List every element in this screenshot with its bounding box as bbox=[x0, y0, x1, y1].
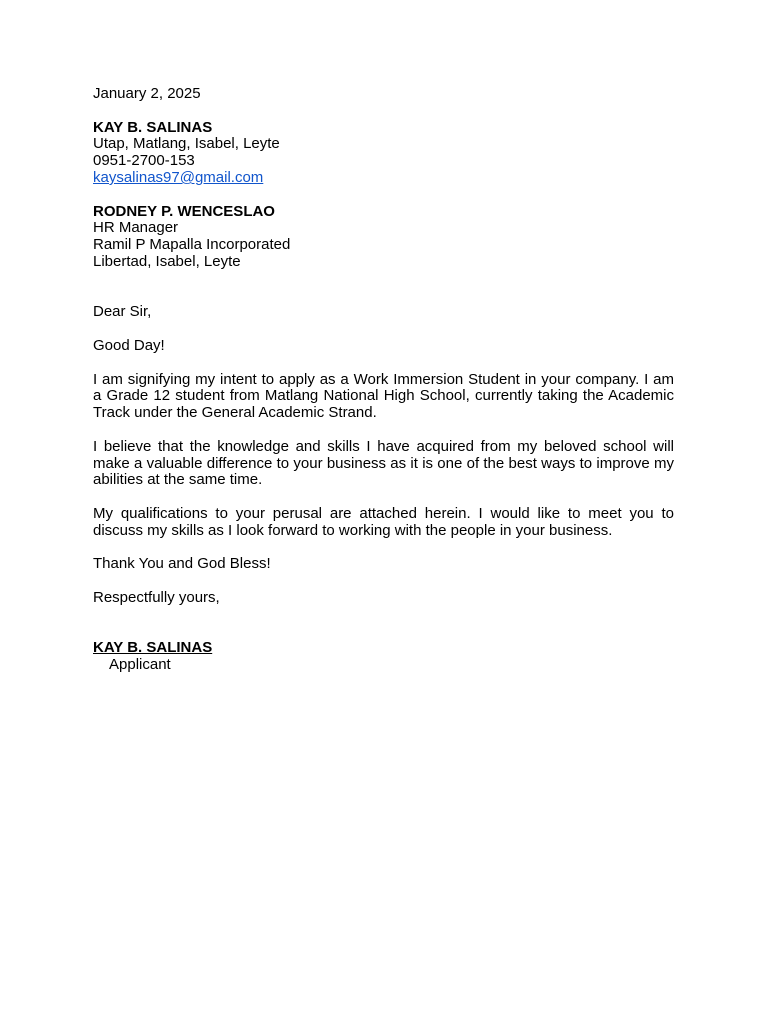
spacer bbox=[93, 103, 674, 120]
recipient-address: Libertad, Isabel, Leyte bbox=[93, 252, 241, 270]
signature-name: KAY B. SALINAS bbox=[93, 639, 213, 657]
spacer bbox=[93, 187, 674, 204]
recipient-title: HR Manager bbox=[93, 219, 179, 237]
spacer bbox=[93, 422, 674, 439]
signature-role: Applicant bbox=[109, 656, 171, 674]
sender-name: KAY B. SALINAS bbox=[93, 118, 213, 136]
spacer bbox=[93, 489, 674, 506]
body-paragraph-1: I am signifying my intent to apply as a Work Immersion Student in your company. I am a Grade 12 student from Matlang National High School, currently taking the Academic Track under the General Academic Strand. bbox=[93, 370, 674, 422]
salutation: Dear Sir, bbox=[93, 303, 152, 321]
sender-email-link[interactable]: kaysalinas97@gmail.com bbox=[93, 168, 264, 186]
body-paragraph-3: My qualifications to your perusal are attached herein. I would like to meet you to discuss my skills as I look forward to working with the people in your business. bbox=[93, 504, 674, 539]
sender-phone: 0951-2700-153 bbox=[93, 152, 195, 170]
sender-address: Utap, Matlang, Isabel, Leyte bbox=[93, 135, 280, 153]
spacer bbox=[93, 607, 674, 641]
spacer bbox=[93, 321, 674, 338]
recipient-block bbox=[93, 204, 674, 271]
spacer bbox=[93, 355, 674, 372]
letter-page bbox=[93, 86, 674, 674]
letter-date: January 2, 2025 bbox=[93, 85, 201, 102]
spacer bbox=[93, 271, 674, 305]
spacer bbox=[93, 540, 674, 557]
body-paragraph-2: I believe that the knowledge and skills I have acquired from my beloved school will make a valuable difference to your business as it is one of the best ways to improve my abilities at the same time. bbox=[93, 437, 674, 489]
spacer bbox=[93, 573, 674, 590]
recipient-name: RODNEY P. WENCESLAO bbox=[93, 202, 275, 220]
closing-line: Thank You and God Bless! bbox=[93, 555, 271, 573]
signature-block bbox=[93, 640, 674, 674]
sender-block bbox=[93, 120, 674, 187]
greeting: Good Day! bbox=[93, 336, 165, 354]
complimentary-close: Respectfully yours, bbox=[93, 588, 220, 606]
recipient-company: Ramil P Mapalla Incorporated bbox=[93, 236, 291, 254]
